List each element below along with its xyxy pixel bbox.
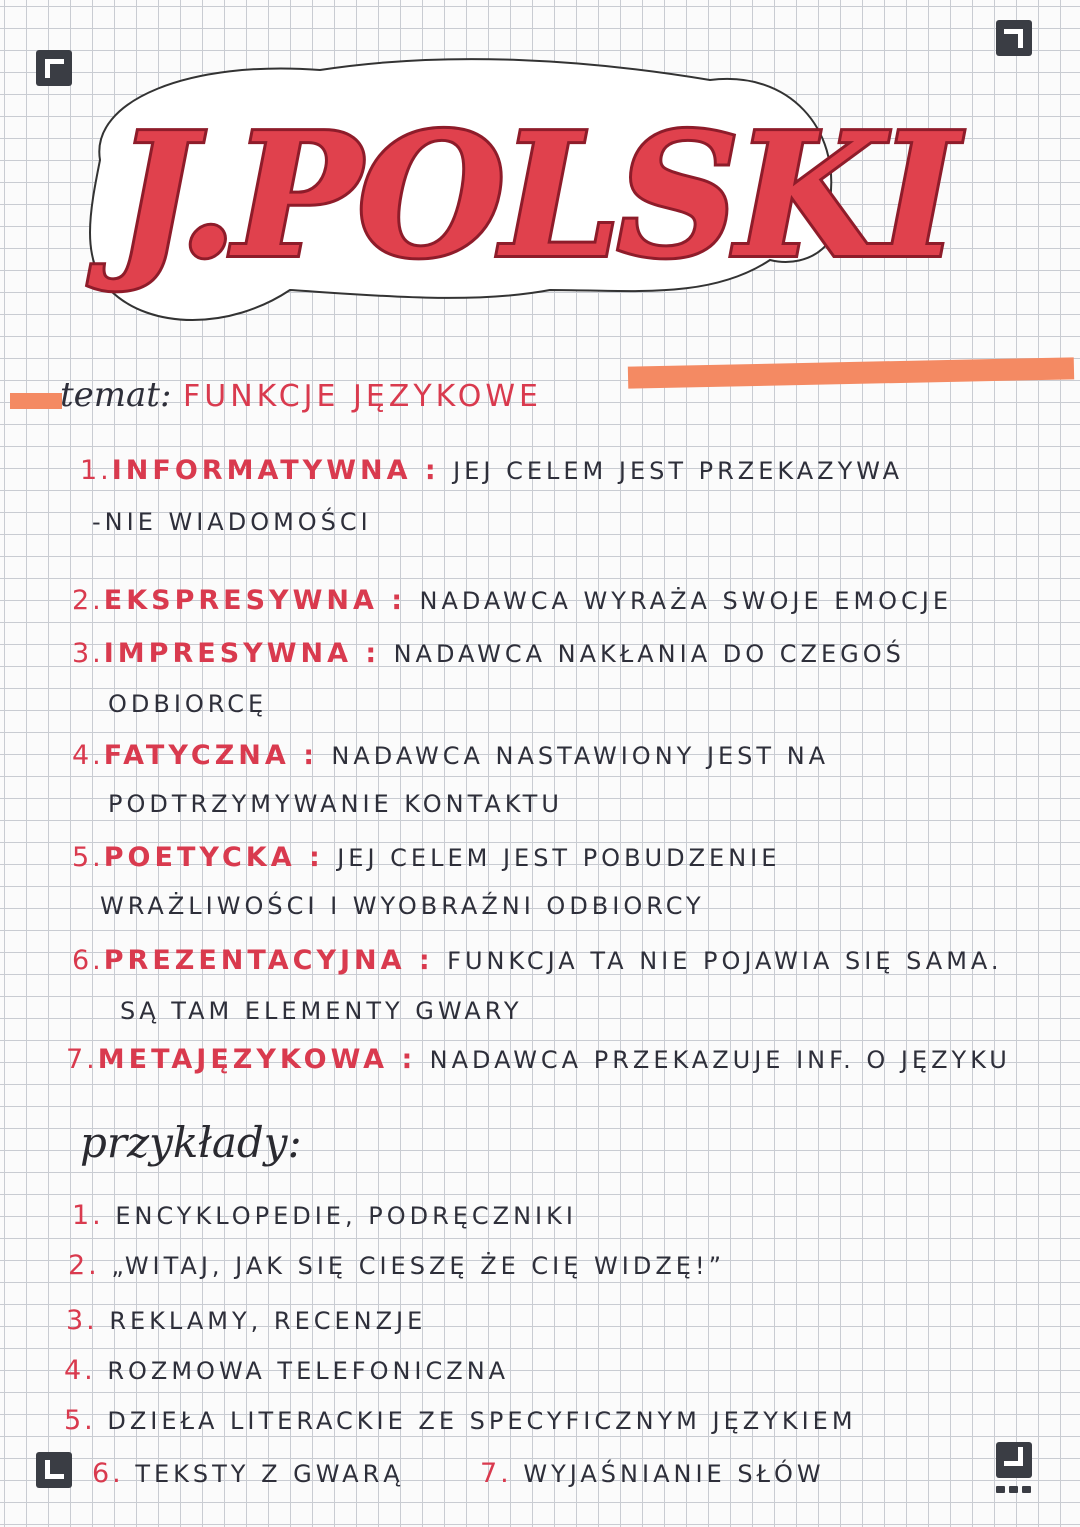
function-description: JEJ CELEM JEST PRZEKAZYWA xyxy=(453,457,904,485)
function-description: NADAWCA NASTAWIONY JEST NA xyxy=(331,742,830,770)
example-text: DZIEŁA LITERACKIE ZE SPECYFICZNYM JĘZYKIEM xyxy=(107,1407,857,1435)
example-number: 5. xyxy=(64,1405,108,1436)
function-separator: : xyxy=(377,585,420,616)
example-item xyxy=(72,1200,577,1231)
function-item xyxy=(72,740,829,771)
function-number: 5. xyxy=(72,842,104,873)
function-item xyxy=(66,1044,1011,1075)
topic-label: temat: xyxy=(60,375,172,415)
function-item xyxy=(80,455,903,486)
example-item xyxy=(64,1405,857,1436)
example-number: 1. xyxy=(72,1200,116,1231)
corner-marker-dots xyxy=(996,1486,1031,1493)
corner-marker-top-left xyxy=(36,50,72,86)
function-number: 4. xyxy=(72,740,104,771)
example-text: WYJAŚNIANIE SŁÓW xyxy=(523,1460,825,1488)
function-name: FATYCZNA xyxy=(103,740,290,771)
function-separator: : xyxy=(388,1044,430,1075)
function-separator: : xyxy=(405,945,448,976)
corner-marker-bottom-right xyxy=(996,1442,1032,1478)
function-number: 7. xyxy=(66,1044,98,1075)
example-item xyxy=(64,1355,509,1386)
function-description: JEJ CELEM JEST POBUDZENIE xyxy=(337,844,781,872)
highlighter-mark-left xyxy=(10,393,62,409)
function-description: FUNKCJA TA NIE POJAWIA SIĘ SAMA. xyxy=(447,947,1003,975)
example-text: REKLAMY, RECENZJE xyxy=(109,1307,427,1335)
function-name: IMPRESYWNA xyxy=(103,638,352,669)
function-number: 6. xyxy=(72,945,104,976)
function-name: PREZENTACYJNA xyxy=(103,945,406,976)
function-name: POETYCKA xyxy=(103,842,296,873)
example-text: TEKSTY Z GWARĄ xyxy=(135,1460,404,1488)
function-description-continued: SĄ TAM ELEMENTY GWARY xyxy=(120,997,523,1025)
corner-marker-top-right xyxy=(996,20,1032,56)
example-item xyxy=(68,1250,725,1281)
function-description-continued: PODTRZYMYWANIE KONTAKTU xyxy=(108,790,563,818)
function-description-continued: -NIE WIADOMOŚCI xyxy=(92,508,372,536)
function-name: INFORMATYWNA xyxy=(111,455,412,486)
function-separator: : xyxy=(351,638,394,669)
example-item xyxy=(480,1458,825,1489)
example-text: ROZMOWA TELEFONICZNA xyxy=(107,1357,510,1385)
function-item xyxy=(72,842,780,873)
function-separator: : xyxy=(295,842,338,873)
example-number: 6. xyxy=(92,1458,136,1489)
function-number: 2. xyxy=(72,585,104,616)
function-description-continued: ODBIORCĘ xyxy=(108,690,268,718)
function-name: METAJĘZYKOWA xyxy=(97,1044,389,1075)
title-logo-text: J.POLSKI xyxy=(115,96,955,296)
function-number: 1. xyxy=(80,455,112,486)
function-description: NADAWCA WYRAŻA SWOJE EMOCJE xyxy=(419,587,953,615)
example-text: ENCYKLOPEDIE, PODRĘCZNIKI xyxy=(115,1202,577,1230)
title-logo xyxy=(70,40,955,340)
function-description: NADAWCA PRZEKAZUJE INF. O JĘZYKU xyxy=(429,1046,1011,1074)
example-item xyxy=(66,1305,426,1336)
example-number: 7. xyxy=(480,1458,524,1489)
function-item xyxy=(72,638,905,669)
example-text: „WITAJ, JAK SIĘ CIESZĘ ŻE CIĘ WIDZĘ!” xyxy=(111,1252,725,1280)
function-separator: : xyxy=(411,455,454,486)
corner-marker-bottom-left xyxy=(36,1452,72,1488)
examples-heading: przykłady: xyxy=(80,1118,302,1167)
topic-heading xyxy=(60,375,542,415)
example-number: 3. xyxy=(66,1305,110,1336)
highlighter-mark-right xyxy=(628,357,1074,388)
example-item xyxy=(92,1458,404,1489)
function-name: EKSPRESYWNA xyxy=(103,585,378,616)
function-separator: : xyxy=(289,740,332,771)
function-description-continued: WRAŻLIWOŚCI I WYOBRAŹNI ODBIORCY xyxy=(100,892,705,920)
example-number: 4. xyxy=(64,1355,108,1386)
example-number: 2. xyxy=(68,1250,112,1281)
function-item xyxy=(72,585,952,616)
function-item xyxy=(72,945,1003,976)
topic-title: FUNKCJE JĘZYKOWE xyxy=(183,379,542,414)
function-number: 3. xyxy=(72,638,104,669)
function-description: NADAWCA NAKŁANIA DO CZEGOŚ xyxy=(393,640,905,668)
